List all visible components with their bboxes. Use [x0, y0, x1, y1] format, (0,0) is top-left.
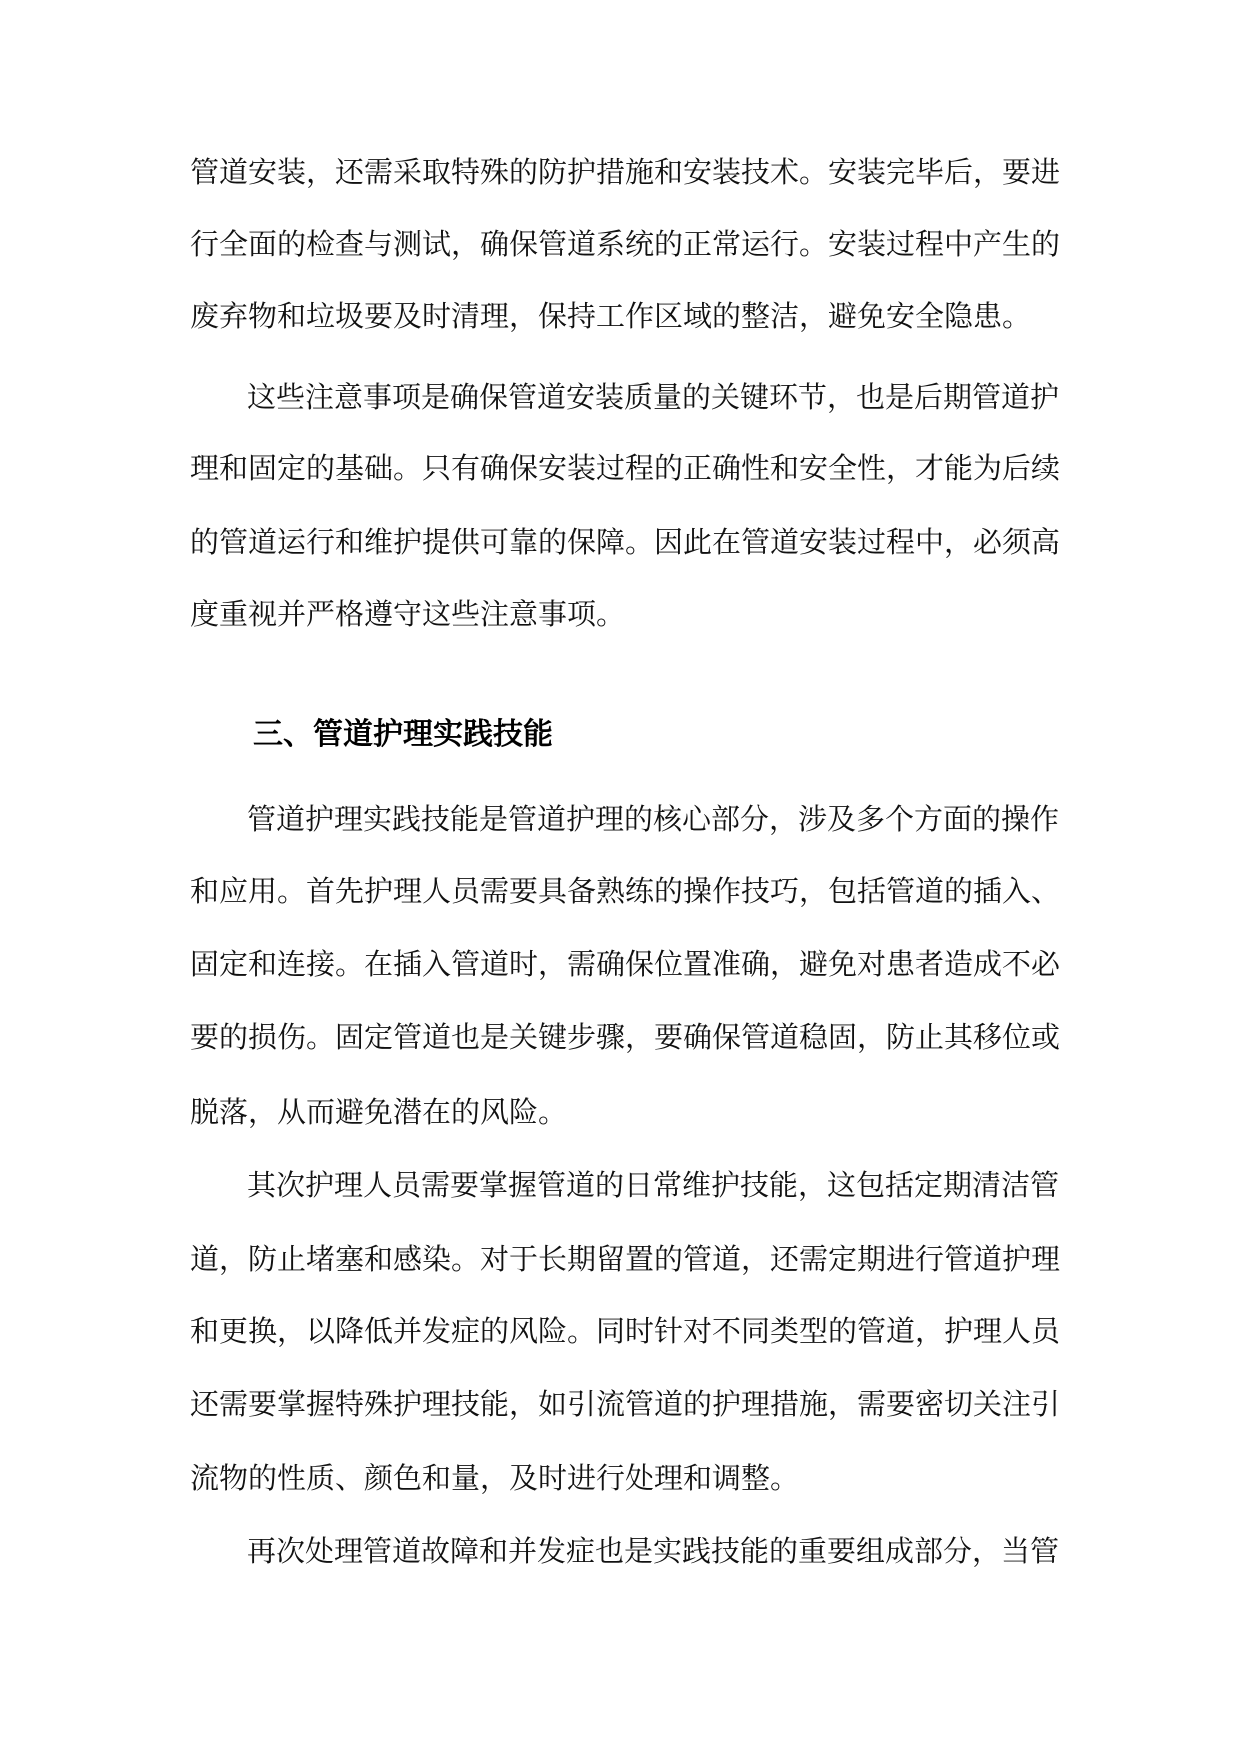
paragraph-4-line-2: 道，防止堵塞和感染。对于长期留置的管道，还需定期进行管道护理 [190, 1242, 1061, 1276]
paragraph-4-line-5: 流物的性质、颜色和量，及时进行处理和调整。 [190, 1461, 800, 1495]
paragraph-1-line-2: 行全面的检查与测试，确保管道系统的正常运行。安装过程中产生的 [190, 227, 1061, 261]
paragraph-3-line-5: 脱落，从而避免潜在的风险。 [190, 1095, 568, 1129]
paragraph-3-line-2: 和应用。首先护理人员需要具备熟练的操作技巧，包括管道的插入、 [190, 874, 1061, 908]
paragraph-2-line-4: 度重视并严格遵守这些注意事项。 [190, 597, 626, 631]
paragraph-2-line-3: 的管道运行和维护提供可靠的保障。因此在管道安装过程中，必须高 [190, 525, 1061, 559]
paragraph-5-line-1: 再次处理管道故障和并发症也是实践技能的重要组成部分，当管 [247, 1534, 1060, 1568]
paragraph-4-line-4: 还需要掌握特殊护理技能，如引流管道的护理措施，需要密切关注引 [190, 1387, 1061, 1421]
paragraph-3-line-3: 固定和连接。在插入管道时，需确保位置准确，避免对患者造成不必 [190, 947, 1061, 981]
section-heading: 三、管道护理实践技能 [253, 717, 553, 752]
paragraph-3-line-4: 要的损伤。固定管道也是关键步骤，要确保管道稳固，防止其移位或 [190, 1020, 1061, 1054]
paragraph-2-line-2: 理和固定的基础。只有确保安装过程的正确性和安全性，才能为后续 [190, 451, 1061, 485]
paragraph-1-line-1: 管道安装，还需采取特殊的防护措施和安装技术。安装完毕后，要进 [190, 155, 1061, 189]
paragraph-2-line-1: 这些注意事项是确保管道安装质量的关键环节，也是后期管道护 [247, 380, 1060, 414]
paragraph-1-line-3: 废弃物和垃圾要及时清理，保持工作区域的整洁，避免安全隐患。 [190, 299, 1032, 333]
paragraph-4-line-3: 和更换，以降低并发症的风险。同时针对不同类型的管道，护理人员 [190, 1314, 1061, 1348]
paragraph-3-line-1: 管道护理实践技能是管道护理的核心部分，涉及多个方面的操作 [247, 802, 1060, 836]
paragraph-4-line-1: 其次护理人员需要掌握管道的日常维护技能，这包括定期清洁管 [247, 1168, 1060, 1202]
